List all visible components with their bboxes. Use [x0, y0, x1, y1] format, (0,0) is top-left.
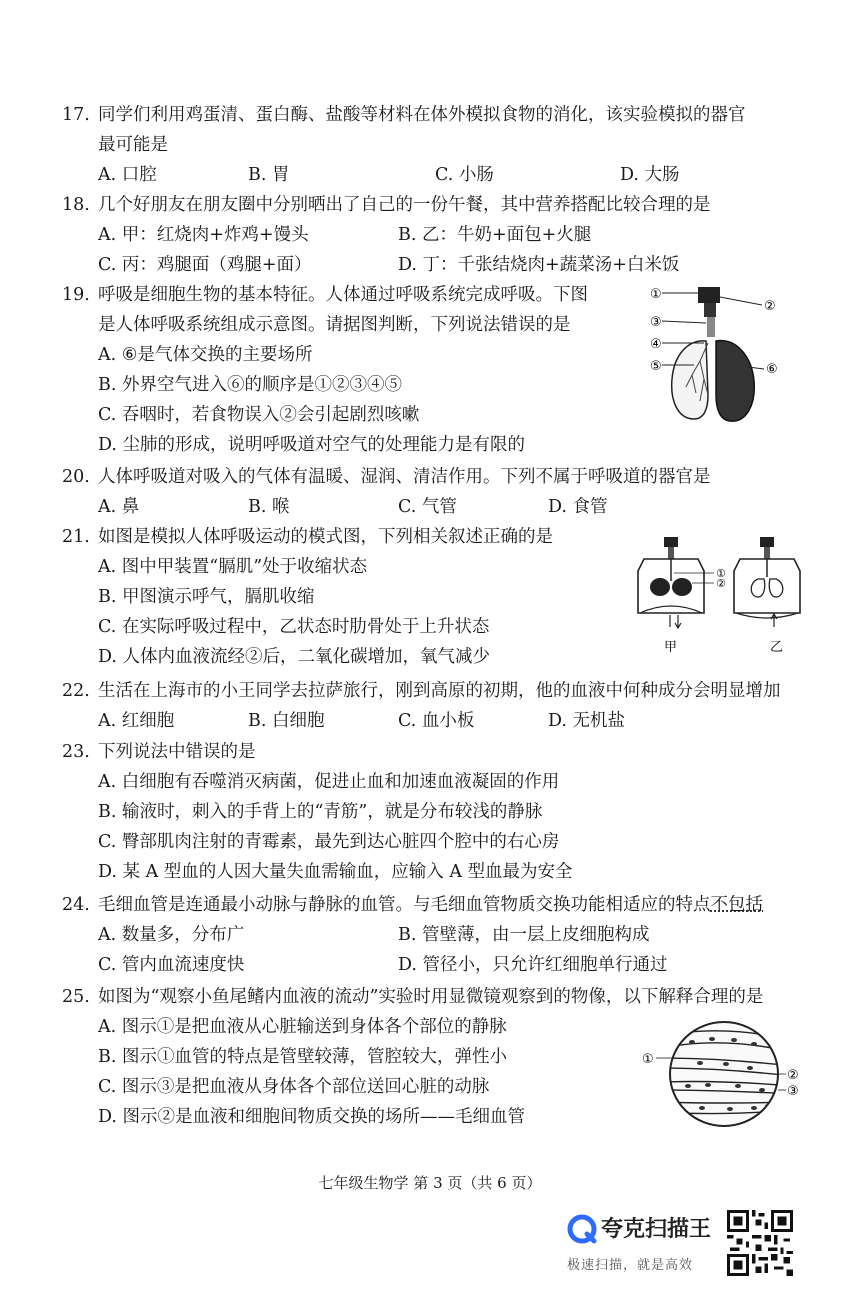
- option-c: C. 吞咽时，若食物误入②会引起剧烈咳嗽: [98, 405, 420, 425]
- respiratory-system-figure: [648, 283, 786, 428]
- option-b: B. 管壁薄，由一层上皮细胞构成: [398, 925, 650, 945]
- option-b: B. 白细胞: [248, 711, 325, 731]
- question-22: [62, 676, 781, 736]
- question-18: [62, 190, 711, 280]
- option-d: D. 尘肺的形成，说明呼吸道对空气的处理能力是有限的: [98, 435, 526, 455]
- option-c: C. 气管: [398, 497, 457, 517]
- balloon-lung-shape: [650, 578, 670, 596]
- option-b: B. 外界空气进入⑥的顺序是①②③④⑤: [98, 375, 402, 395]
- options-row: [62, 950, 763, 980]
- figure-label: 乙: [770, 640, 784, 655]
- question-text: 生活在上海市的小王同学去拉萨旅行，刚到高原的初期，他的血液中何种成分会明显增加: [98, 681, 781, 701]
- option-b: B. 输液时，刺入的手背上的“青筋”，就是分布较浅的静脉: [98, 802, 543, 822]
- question-number: 24.: [62, 895, 90, 915]
- scanner-subtitle: 极速扫描，就是高效: [567, 1258, 694, 1273]
- option-a: A. 红细胞: [98, 711, 175, 731]
- option-d: D. 某 A 型血的人因大量失血需输血，应输入 A 型血最为安全: [98, 862, 573, 882]
- option-d: D. 图示②是血液和细胞间物质交换的场所——毛细血管: [98, 1107, 526, 1127]
- figure-label: ④: [650, 337, 662, 352]
- option-c: C. 小肠: [435, 165, 494, 185]
- option-c: C. 在实际呼吸过程中，乙状态时肋骨处于上升状态: [98, 617, 490, 637]
- option-d: D. 人体内血液流经②后，二氧化碳增加，氧气减少: [98, 647, 491, 667]
- question-text-continued: 最可能是: [98, 135, 168, 155]
- question-text: 如图为“观察小鱼尾鳍内血液的流动”实验时用显微镜观察到的物像，以下解释合理的是: [98, 987, 764, 1007]
- question-text: 毛细血管是连通最小动脉与静脉的血管。与毛细血管物质交换功能相适应的特点: [98, 895, 711, 915]
- option-a: A. ⑥是气体交换的主要场所: [98, 345, 313, 365]
- option-c: C. 臀部肌肉注射的青霉素，最先到达心脏四个腔中的右心房: [98, 832, 560, 852]
- question-text: 同学们利用鸡蛋清、蛋白酶、盐酸等材料在体外模拟食物的消化，该实验模拟的器官: [98, 105, 746, 125]
- question-number: 23.: [62, 742, 90, 762]
- question-21: [62, 522, 553, 672]
- option-d: D. 管径小，只允许红细胞单行通过: [398, 955, 668, 975]
- option-a: A. 白细胞有吞噬消灭病菌，促进止血和加速血液凝固的作用: [98, 772, 560, 792]
- option-a: A. 数量多，分布广: [98, 925, 245, 945]
- arrow-up-icon: [771, 614, 777, 627]
- option-b: B. 图示①血管的特点是管壁较薄，管腔较大，弹性小: [98, 1047, 507, 1067]
- option-d: D. 大肠: [620, 165, 680, 185]
- question-number: 19.: [62, 285, 90, 305]
- pharynx-shape: [704, 303, 716, 317]
- option-b: B. 喉: [248, 497, 290, 517]
- question-text: 呼吸是细胞生物的基本特征。人体通过呼吸系统完成呼吸。下图: [98, 285, 588, 305]
- balloon-lung-shape: [769, 579, 783, 597]
- microscope-view-figure: [642, 1018, 802, 1130]
- arrow-down-icon: [675, 615, 681, 628]
- question-number: 21.: [62, 527, 90, 547]
- question-text: 如图是模拟人体呼吸运动的模式图，下列相关叙述正确的是: [98, 527, 553, 547]
- option-c: C. 丙：鸡腿面（鸡腿+面）: [98, 255, 312, 275]
- options-row: [62, 160, 746, 190]
- options-row: [62, 920, 763, 950]
- option-c: C. 图示③是把血液从身体各个部位送回心脏的动脉: [98, 1077, 490, 1097]
- question-20: [62, 462, 711, 522]
- scanner-logo-icon: [567, 1214, 597, 1244]
- figure-label: ③: [650, 315, 662, 330]
- options-row: [62, 250, 711, 280]
- question-number: 20.: [62, 467, 90, 487]
- options-row: [62, 220, 711, 250]
- qr-code-icon: [727, 1210, 793, 1276]
- question-text: 下列说法中错误的是: [98, 742, 256, 762]
- question-text: 人体呼吸道对吸入的气体有温暖、湿润、清洁作用。下列不属于呼吸道的器官是: [98, 467, 711, 487]
- balloon-lung-shape: [751, 579, 765, 597]
- question-text: 几个好朋友在朋友圈中分别晒出了自己的一份午餐，其中营养搭配比较合理的是: [98, 195, 711, 215]
- nasal-cavity-shape: [698, 287, 720, 303]
- option-d: D. 丁：千张结烧肉+蔬菜汤+白米饭: [398, 255, 680, 275]
- trachea-shape: [707, 317, 715, 337]
- question-number: 18.: [62, 195, 90, 215]
- figure-label: ③: [787, 1084, 799, 1099]
- option-a: A. 鼻: [98, 497, 140, 517]
- figure-label: ②: [787, 1068, 799, 1083]
- question-17: [62, 100, 746, 190]
- figure-label: 甲: [664, 640, 678, 655]
- figure-label: ②: [716, 577, 726, 590]
- question-text-continued: 是人体呼吸系统组成示意图。请据图判断，下列说法错误的是: [98, 315, 571, 335]
- options-row: [62, 492, 711, 522]
- scanner-title: 夸克扫描王: [601, 1217, 712, 1242]
- field-of-view-shape: [670, 1022, 778, 1126]
- question-number: 22.: [62, 681, 90, 701]
- option-a: A. 图示①是把血液从心脏输送到身体各个部位的静脉: [98, 1017, 507, 1037]
- question-number: 25.: [62, 987, 90, 1007]
- diaphragm-shape: [640, 606, 702, 613]
- page-footer: 七年级生物学 第 3 页（共 6 页）: [318, 1174, 542, 1192]
- balloon-lung-shape: [672, 578, 692, 596]
- breathing-model-figure: [634, 535, 816, 659]
- emphasis-text: 不包括: [710, 895, 763, 915]
- option-c: C. 血小板: [398, 711, 475, 731]
- option-c: C. 管内血流速度快: [98, 955, 245, 975]
- figure-label: ①: [716, 567, 726, 580]
- figure-label: ①: [642, 1052, 654, 1067]
- figure-label: ②: [764, 299, 776, 314]
- option-d: D. 食管: [548, 497, 608, 517]
- question-23: [62, 737, 573, 887]
- option-a: A. 口腔: [98, 165, 157, 185]
- option-b: B. 甲图演示呼气，膈肌收缩: [98, 587, 315, 607]
- option-a: A. 图中甲装置“膈肌”处于收缩状态: [98, 557, 368, 577]
- option-d: D. 无机盐: [548, 711, 626, 731]
- figure-label: ⑥: [766, 362, 778, 377]
- right-lung-shape: [716, 340, 754, 421]
- question-24: [62, 890, 763, 980]
- options-row: [62, 706, 781, 736]
- question-19: [62, 280, 588, 460]
- option-a: A. 甲：红烧肉+炸鸡+馒头: [98, 225, 309, 245]
- question-number: 17.: [62, 105, 90, 125]
- figure-label: ⑤: [650, 359, 662, 374]
- option-b: B. 胃: [248, 165, 290, 185]
- scanner-watermark: [565, 1208, 725, 1278]
- option-b: B. 乙：牛奶+面包+火腿: [398, 225, 592, 245]
- figure-label: ①: [650, 287, 662, 302]
